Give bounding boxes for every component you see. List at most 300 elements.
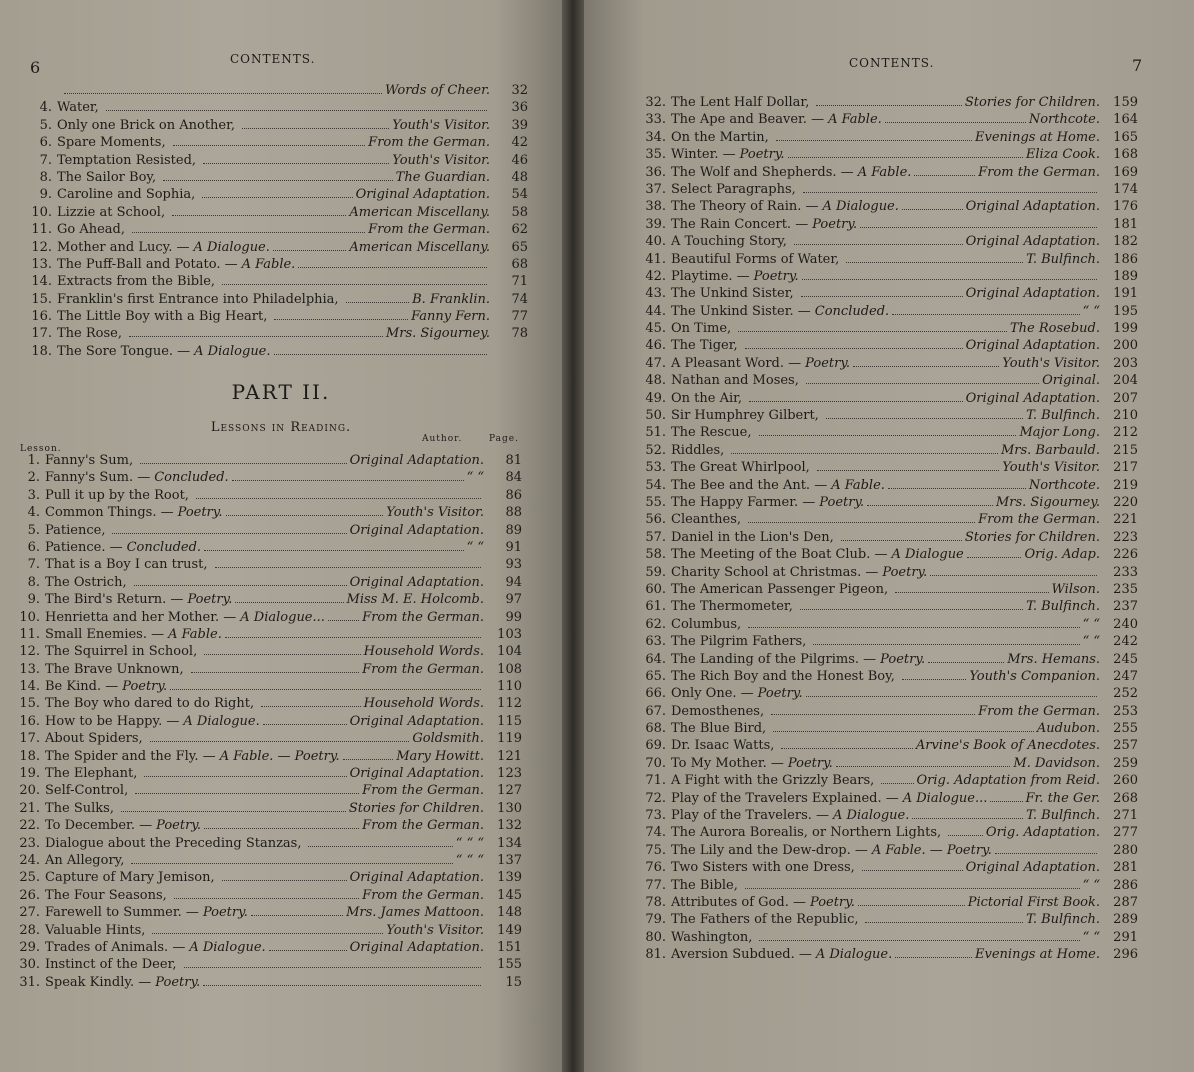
contents-entry: [8, 452, 522, 469]
entry-number: 76.: [645, 860, 666, 876]
contents-entry: [632, 303, 1138, 320]
entry-author: From the German.: [362, 609, 484, 625]
entry-leader-dots: [948, 835, 983, 836]
entry-author: From the German.: [362, 661, 484, 677]
entry-leader-dots: [203, 163, 389, 164]
right-page-number: 7: [1132, 56, 1143, 75]
entry-number: 16.: [31, 309, 52, 325]
entry-leader-dots: [803, 192, 1097, 193]
entry-genre: Poetry.: [787, 755, 833, 771]
entry-leader-dots: [802, 279, 1097, 280]
entry-genre: A Dialogue...: [240, 609, 325, 625]
entry-page-number: 32: [511, 83, 528, 98]
entry-author: Youth's Companion.: [969, 668, 1100, 684]
contents-entry: [8, 539, 522, 556]
contents-entry: [632, 424, 1138, 441]
entry-author: Major Long.: [1019, 425, 1100, 441]
right-page-header: CONTENTS.: [849, 56, 935, 70]
entry-page-number: 115: [497, 713, 522, 729]
entry-title: Speak Kindly. —: [45, 974, 152, 990]
right-page: [584, 0, 1194, 1072]
entry-page-number: 91: [505, 539, 522, 555]
entry-page-number: 155: [497, 957, 522, 973]
entry-page-number: 104: [497, 644, 522, 660]
entry-author: T. Bulfinch.: [1026, 251, 1100, 267]
entry-page-number: 108: [497, 661, 522, 677]
entry-author: Original Adaptation.: [965, 390, 1100, 406]
contents-entry: [20, 291, 528, 308]
entry-number: 70.: [645, 755, 666, 771]
entry-number: 14.: [31, 274, 52, 290]
entry-author: Fanny Fern.: [411, 309, 490, 325]
contents-entry: [8, 887, 522, 904]
entry-number: 24.: [19, 852, 40, 868]
entry-number: 26.: [19, 887, 40, 903]
contents-entry: [632, 285, 1138, 302]
entry-page-number: 130: [497, 800, 522, 816]
entry-author: Mary Howitt.: [396, 748, 484, 764]
entry-page-number: 253: [1113, 703, 1138, 719]
contents-entry: [8, 591, 522, 608]
contents-entry: [8, 487, 522, 504]
contents-entry: [632, 685, 1138, 702]
entry-genre: A Fable.: [828, 112, 882, 128]
entry-number: 37.: [645, 181, 666, 197]
entry-page-number: 186: [1113, 251, 1138, 267]
entry-page-number: 219: [1113, 477, 1138, 493]
entry-page-number: 119: [497, 731, 522, 747]
entry-title: The Sore Tongue. —: [57, 343, 191, 359]
entry-author: T. Bulfinch.: [1026, 808, 1100, 824]
entry-number: 52.: [645, 442, 666, 458]
entry-author: Original Adaptation.: [349, 574, 484, 590]
contents-entry: [20, 273, 528, 290]
entry-number: 36.: [645, 164, 666, 180]
entry-leader-dots: [129, 336, 383, 337]
entry-leader-dots: [269, 950, 347, 951]
entry-page-number: 112: [497, 696, 522, 712]
entry-genre: A Dialogue.: [193, 239, 270, 255]
entry-author: Audubon.: [1036, 721, 1100, 737]
entry-page-number: 212: [1113, 425, 1138, 441]
entry-leader-dots: [202, 197, 352, 198]
entry-title: Common Things. —: [45, 505, 174, 521]
entry-title: Fanny's Sum,: [45, 453, 134, 468]
entry-author: From the German.: [978, 164, 1100, 180]
entry-title: Daniel in the Lion's Den,: [671, 529, 834, 545]
entry-title: The Four Seasons,: [45, 887, 167, 903]
entry-page-number: 203: [1113, 355, 1138, 371]
entry-page-number: 46: [511, 152, 528, 168]
entry-title: Dr. Isaac Watts,: [671, 738, 775, 754]
entry-leader-dots: [858, 905, 965, 906]
contents-entry: [8, 800, 522, 817]
entry-leader-dots: [203, 985, 481, 986]
contents-entry: [632, 181, 1138, 198]
entry-page-number: 259: [1113, 755, 1138, 771]
entry-leader-dots: [172, 215, 346, 216]
entry-page-number: 149: [497, 922, 522, 938]
entry-page-number: 168: [1113, 147, 1138, 163]
entry-title: Pull it up by the Root,: [45, 487, 189, 503]
contents-entry: [20, 186, 528, 203]
entry-leader-dots: [263, 724, 347, 725]
entry-number: 69.: [645, 738, 666, 754]
entry-title: The Pilgrim Fathers,: [671, 634, 807, 650]
entry-author: Mrs. Barbauld.: [1000, 442, 1100, 458]
entry-genre: Poetry.: [880, 651, 926, 667]
entry-author: Stories for Children.: [348, 800, 484, 816]
entry-genre: Poetry.: [812, 216, 858, 232]
entry-number: 64.: [645, 651, 666, 667]
entry-leader-dots: [806, 696, 1097, 697]
contents-entry: [8, 661, 522, 678]
entry-title: The Great Whirlpool,: [671, 460, 810, 476]
contents-entry: [20, 239, 528, 256]
entry-title: Lizzie at School,: [57, 204, 166, 220]
contents-entry: [632, 546, 1138, 563]
contents-entry: [8, 469, 522, 486]
entry-genre: Poetry.: [809, 894, 855, 910]
contents-entry: [8, 817, 522, 834]
entry-genre: A Dialogue: [891, 547, 964, 563]
entry-title: The Happy Farmer. —: [671, 494, 816, 510]
contents-entry: [632, 511, 1138, 528]
entry-leader-dots: [106, 110, 487, 111]
entry-leader-dots: [748, 627, 1079, 628]
entry-number: 16.: [19, 713, 40, 729]
entry-number: 17.: [31, 326, 52, 342]
entry-page-number: 71: [511, 274, 528, 290]
entry-leader-dots: [914, 175, 975, 176]
entry-number: 40.: [645, 234, 666, 250]
entry-leader-dots: [801, 296, 963, 297]
entry-page-number: 220: [1113, 494, 1138, 510]
entry-page-number: 174: [1113, 181, 1138, 197]
entry-title: The Little Boy with a Big Heart,: [57, 309, 268, 325]
contents-entry: [20, 256, 528, 273]
part-two-title: PART II.: [231, 380, 331, 404]
entry-author: Orig. Adap.: [1024, 547, 1100, 563]
entry-page-number: 139: [497, 870, 522, 886]
entry-number: 56.: [645, 512, 666, 528]
part-two-contents-list: [8, 452, 522, 991]
entry-number: 2.: [27, 470, 40, 486]
entry-title: The Ape and Beaver. —: [671, 112, 825, 128]
contents-entry: [632, 668, 1138, 685]
entry-leader-dots: [170, 689, 481, 690]
entry-title: The Brave Unknown,: [45, 661, 184, 677]
entry-page-number: 88: [505, 505, 522, 521]
contents-entry: [8, 956, 522, 973]
entry-number: 4.: [27, 505, 40, 521]
entry-page-number: 189: [1113, 268, 1138, 284]
entry-leader-dots: [912, 818, 1023, 819]
entry-genre: Poetry.: [155, 974, 201, 990]
entry-title: Play of the Travelers. —: [671, 808, 829, 824]
entry-page-number: 15: [505, 974, 522, 990]
entry-page-number: 204: [1113, 373, 1138, 389]
entry-page-number: 291: [1113, 929, 1138, 945]
entry-leader-dots: [895, 592, 1048, 593]
entry-leader-dots: [738, 331, 1007, 332]
entry-title: Franklin's first Entrance into Philadelphia,: [57, 291, 339, 307]
entry-leader-dots: [902, 209, 963, 210]
entry-title: The Rose,: [57, 326, 122, 342]
entry-leader-dots: [836, 766, 1011, 767]
entry-leader-dots: [328, 620, 359, 621]
entry-author: Mrs. Sigourney.: [385, 326, 490, 342]
entry-leader-dots: [776, 140, 972, 141]
contents-entry: [8, 869, 522, 886]
entry-leader-dots: [191, 672, 360, 673]
contents-entry: [20, 134, 528, 151]
entry-number: 12.: [19, 644, 40, 660]
entry-number: 61.: [645, 599, 666, 615]
entry-title: Temptation Resisted,: [57, 152, 197, 168]
entry-number: 81.: [645, 947, 666, 963]
entry-leader-dots: [222, 284, 487, 285]
entry-number: 60.: [645, 581, 666, 597]
contents-entry: [632, 737, 1138, 754]
entry-author: Youth's Visitor.: [386, 922, 484, 938]
entry-page-number: 245: [1113, 651, 1138, 667]
entry-author: From the German.: [362, 887, 484, 903]
entry-page-number: 242: [1113, 634, 1138, 650]
entry-genre: Poetry.: [156, 818, 202, 834]
entry-title: The Rich Boy and the Honest Boy,: [671, 668, 895, 684]
entry-page-number: 132: [497, 818, 522, 834]
entry-author: Words of Cheer.: [384, 83, 490, 98]
entry-author: “ “: [1082, 303, 1100, 319]
entry-genre: Poetry.: [757, 686, 803, 702]
entry-number: 11.: [19, 626, 40, 642]
entry-page-number: 176: [1113, 199, 1138, 215]
entry-genre: A Fable.: [168, 626, 222, 642]
entry-page-number: 195: [1113, 303, 1138, 319]
entry-leader-dots: [846, 262, 1023, 263]
entry-title: Valuable Hints,: [45, 922, 146, 938]
entry-leader-dots: [773, 731, 1034, 732]
entry-page-number: 68: [511, 256, 528, 272]
entry-title: Caroline and Sophia,: [57, 187, 196, 203]
entry-title: The Wolf and Shepherds. —: [671, 164, 854, 180]
contents-entry: [20, 308, 528, 325]
entry-page-number: 151: [497, 939, 522, 955]
entry-title: Columbus,: [671, 616, 742, 632]
entry-title: Winter. —: [671, 147, 736, 163]
entry-author: Eliza Cook.: [1025, 147, 1100, 163]
entry-title: A Fight with the Grizzly Bears,: [671, 773, 875, 789]
entry-number: 7.: [27, 557, 40, 573]
entry-leader-dots: [261, 706, 361, 707]
entry-leader-dots: [888, 488, 1026, 489]
entry-author: Evenings at Home.: [975, 129, 1100, 145]
entry-author: From the German.: [368, 222, 490, 238]
entry-number: 14.: [19, 679, 40, 695]
entry-title: Go Ahead,: [57, 222, 126, 238]
entry-number: 79.: [645, 912, 666, 928]
entry-leader-dots: [853, 366, 999, 367]
entry-genre: Poetry.: [819, 494, 865, 510]
entry-number: 6.: [39, 135, 52, 151]
entry-genre: Poetry.: [122, 679, 168, 695]
entry-title: Water,: [57, 100, 99, 116]
entry-author: Original Adaptation.: [965, 338, 1100, 354]
entry-author: Original Adaptation.: [965, 286, 1100, 302]
entry-number: 44.: [645, 303, 666, 319]
entry-number: 34.: [645, 129, 666, 145]
entry-leader-dots: [226, 515, 384, 516]
entry-author: Arvine's Book of Anecdotes.: [915, 738, 1100, 754]
entry-title: Only one Brick on Another,: [57, 117, 236, 133]
entry-page-number: 99: [505, 609, 522, 625]
entry-page-number: 235: [1113, 581, 1138, 597]
entry-number: 67.: [645, 703, 666, 719]
entry-leader-dots: [771, 714, 975, 715]
entry-leader-dots: [881, 783, 913, 784]
entry-number: 63.: [645, 634, 666, 650]
entry-leader-dots: [967, 557, 1022, 558]
entry-leader-dots: [163, 180, 393, 181]
contents-entry: [632, 111, 1138, 128]
contents-entry: [632, 407, 1138, 424]
entry-leader-dots: [121, 811, 346, 812]
entry-author: Original Adaptation.: [349, 522, 484, 538]
part-one-contents-list: [20, 82, 528, 360]
contents-entry: [20, 343, 528, 360]
entry-page-number: 182: [1113, 234, 1138, 250]
entry-number: 11.: [31, 222, 52, 238]
entry-author: Household Words.: [363, 696, 484, 712]
entry-page-number: 54: [511, 187, 528, 203]
entry-leader-dots: [990, 801, 1022, 802]
entry-title: On the Martin,: [671, 129, 769, 145]
left-page-number: 6: [30, 58, 41, 77]
entry-page-number: 39: [511, 117, 528, 133]
entry-author: “ “: [466, 470, 484, 486]
entry-title: On Time,: [671, 321, 732, 337]
entry-author: Wilson.: [1051, 581, 1100, 597]
contents-entry: [632, 911, 1138, 928]
entry-page-number: 286: [1113, 877, 1138, 893]
entry-author: Mrs. James Mattoon.: [346, 905, 484, 921]
left-page: [0, 0, 562, 1072]
entry-leader-dots: [749, 401, 963, 402]
entry-leader-dots: [298, 267, 487, 268]
entry-number: 59.: [645, 564, 666, 580]
contents-entry: [8, 835, 522, 852]
entry-title: Mother and Lucy. —: [57, 239, 190, 255]
contents-entry: [8, 782, 522, 799]
entry-title: Dialogue about the Preceding Stanzas,: [45, 835, 302, 851]
contents-entry: [632, 372, 1138, 389]
entry-number: 23.: [19, 835, 40, 851]
entry-leader-dots: [860, 227, 1097, 228]
entry-author: “ “ “: [455, 852, 484, 868]
entry-leader-dots: [865, 922, 1023, 923]
entry-number: 17.: [19, 731, 40, 747]
entry-title: The Sailor Boy,: [57, 169, 157, 185]
entry-page-number: 223: [1113, 529, 1138, 545]
entry-author: Original Adaptation.: [965, 199, 1100, 215]
entry-title: Extracts from the Bible,: [57, 274, 216, 290]
entry-page-number: 247: [1113, 668, 1138, 684]
entry-leader-dots: [134, 585, 347, 586]
entry-title: Select Paragraphs,: [671, 181, 796, 197]
author-column-header: Author.: [422, 434, 463, 444]
entry-author: Pictorial First Book.: [967, 894, 1100, 910]
entry-title: The Lily and the Dew-drop. —: [671, 842, 868, 858]
book-gutter: [562, 0, 584, 1072]
entry-genre: A Fable. — Poetry.: [871, 842, 992, 858]
entry-number: 18.: [19, 748, 40, 764]
entry-leader-dots: [892, 314, 1079, 315]
entry-number: 41.: [645, 251, 666, 267]
entry-leader-dots: [748, 522, 975, 523]
entry-number: 45.: [645, 321, 666, 337]
entry-page-number: 134: [497, 835, 522, 851]
entry-author: Youth's Visitor.: [1002, 355, 1100, 371]
entry-number: 27.: [19, 905, 40, 921]
contents-entry: [8, 678, 522, 695]
entry-page-number: 164: [1113, 112, 1138, 128]
entry-leader-dots: [928, 662, 1004, 663]
entry-page-number: 89: [505, 522, 522, 538]
contents-entry: [20, 99, 528, 116]
entry-title: Two Sisters with one Dress,: [671, 860, 855, 876]
entry-title: Patience,: [45, 522, 106, 538]
entry-leader-dots: [204, 654, 360, 655]
entry-number: 12.: [31, 239, 52, 255]
contents-entry: [8, 626, 522, 643]
entry-page-number: 271: [1113, 808, 1138, 824]
entry-page-number: 48: [511, 169, 528, 185]
entry-page-number: 93: [505, 557, 522, 573]
entry-page-number: 110: [497, 679, 522, 695]
entry-author: Miss M. E. Holcomb.: [346, 592, 484, 608]
entry-author: From the German.: [978, 703, 1100, 719]
entry-page-number: 287: [1113, 894, 1138, 910]
entry-page-number: 65: [511, 239, 528, 255]
contents-entry: [8, 504, 522, 521]
contents-entry: [632, 337, 1138, 354]
entry-genre: Poetry.: [202, 905, 248, 921]
entry-number: 20.: [19, 783, 40, 799]
entry-page-number: 77: [511, 309, 528, 325]
entry-leader-dots: [794, 244, 963, 245]
entry-leader-dots: [273, 250, 346, 251]
entry-genre: A Dialogue.: [815, 947, 893, 963]
entry-number: 54.: [645, 477, 666, 493]
entry-author: Northcote.: [1028, 112, 1100, 128]
entry-page-number: 221: [1113, 512, 1138, 528]
entry-leader-dots: [144, 776, 346, 777]
entry-number: 80.: [645, 929, 666, 945]
contents-entry: [8, 765, 522, 782]
entry-genre: A Dialogue.: [822, 199, 899, 215]
entry-page-number: 42: [511, 135, 528, 151]
entry-leader-dots: [140, 463, 347, 464]
contents-entry: [8, 522, 522, 539]
contents-entry: [632, 807, 1138, 824]
contents-entry: [632, 824, 1138, 841]
left-page-header: CONTENTS.: [230, 52, 316, 66]
contents-entry: [20, 204, 528, 221]
entry-number: 62.: [645, 616, 666, 632]
entry-title: Charity School at Christmas. —: [671, 564, 879, 580]
entry-leader-dots: [816, 105, 961, 106]
